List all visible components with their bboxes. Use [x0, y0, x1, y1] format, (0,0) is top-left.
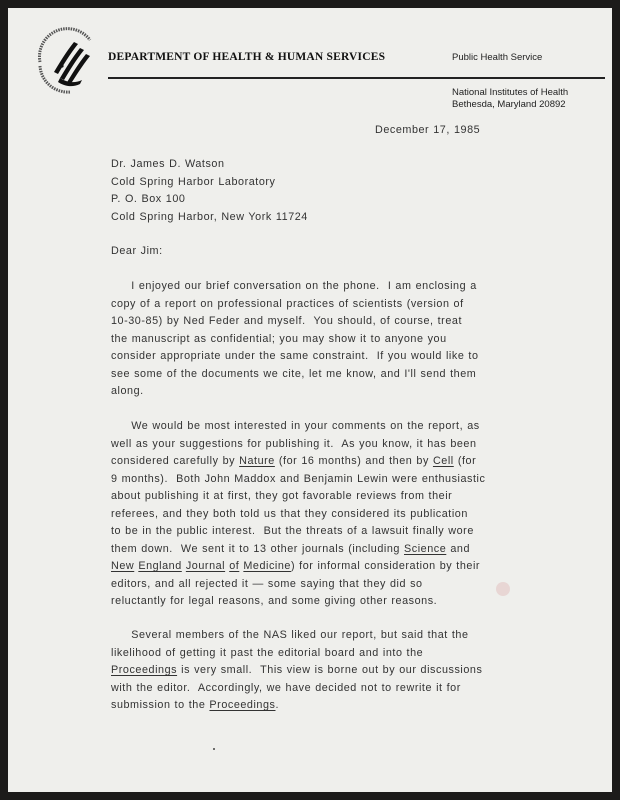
paragraph-3-line [111, 664, 482, 676]
underlined-title: of [229, 560, 240, 572]
underlined-title: New [111, 560, 135, 572]
underlined-title: Proceedings [209, 699, 276, 711]
underlined-title: Cell [432, 455, 454, 467]
recipient-line: P. O. Box 100 [111, 193, 186, 205]
text-segment: to be in the public interest. But the threats of a lawsuit finally wore [111, 525, 474, 537]
text-segment: along. [111, 385, 144, 397]
text-segment: We would be most interested in your comments on the report, as [111, 420, 480, 432]
public-health-service: Public Health Service [452, 52, 543, 63]
paragraph-2-line [111, 420, 480, 432]
text-segment: I enjoyed our brief conversation on the phone. I am enclosing a [111, 280, 477, 292]
paragraph-1-line [111, 333, 447, 345]
underlined-title: Nature [239, 455, 275, 467]
text-segment: 10-30-85) by Ned Feder and myself. You should, of course, treat [111, 315, 462, 327]
text-segment: ) for informal consideration by their [290, 560, 481, 572]
text-segment: (for [453, 455, 477, 467]
underlined-title: Journal [185, 560, 226, 572]
text-segment: referees, and they both told us that they considered its publication [111, 507, 468, 520]
paragraph-1-line [111, 368, 476, 380]
text-segment: see some of the documents we cite, let me know, and I'll send them [111, 367, 477, 380]
paragraph-2-line [111, 438, 477, 450]
paragraph-3-line [111, 682, 461, 694]
letterhead-rule [108, 77, 605, 79]
text-segment: copy of a report on professional practices of scientists (version of [111, 297, 464, 310]
institute-address: Bethesda, Maryland 20892 [452, 99, 566, 110]
paper-stain [496, 582, 510, 596]
paragraph-1-line [111, 298, 464, 310]
paragraph-3-line [111, 629, 469, 641]
paragraph-2-line [111, 455, 476, 467]
paragraph-1-line [111, 385, 144, 397]
paragraph-2-line [111, 525, 474, 537]
recipient-line: Cold Spring Harbor, New York 11724 [111, 210, 308, 223]
underlined-title: England [138, 560, 182, 572]
text-segment: submission to the [111, 699, 210, 711]
text-segment: is very small. This view is borne out by our discussions [177, 664, 483, 676]
department-name: DEPARTMENT OF HEALTH & HUMAN SERVICES [108, 51, 386, 63]
text-segment: with the editor. Accordingly, we have decided not to rewrite it for [111, 681, 461, 694]
text-segment: the manuscript as confidential; you may show it to anyone you [111, 332, 447, 345]
underlined-title: Proceedings [111, 664, 178, 676]
paragraph-2-line [111, 490, 452, 502]
text-segment: 9 months). Both John Maddox and Benjamin Lewin were enthusiastic [111, 472, 486, 485]
letter-date: December 17, 1985 [375, 124, 481, 136]
paragraph-2-line [111, 595, 437, 607]
paragraph-1-line [111, 280, 477, 292]
paragraph-2-line [111, 473, 485, 485]
text-segment: editors, and all rejected it — some saying that they did so [111, 577, 423, 590]
text-segment: reluctantly for legal reasons, and some giving other reasons. [111, 595, 438, 607]
text-segment: consider appropriate under the same constraint. If you would like to [111, 350, 479, 362]
recipient-line: Cold Spring Harbor Laboratory [111, 175, 276, 188]
salutation: Dear Jim: [111, 245, 163, 257]
paragraph-3-line [111, 699, 279, 711]
institute-name: National Institutes of Health [452, 87, 569, 98]
underlined-title: Medicine [243, 560, 291, 572]
paragraph-1-line [111, 315, 462, 327]
text-segment: Several members of the NAS liked our report, but said that the [111, 629, 469, 641]
text-segment: likelihood of getting it past the editorial board and into the [111, 646, 424, 659]
text-segment: (for 16 months) and then by [274, 455, 433, 467]
paragraph-2-line [111, 543, 470, 555]
text-segment: and [446, 542, 470, 555]
text-segment: . [275, 699, 280, 711]
underlined-title: Science [404, 542, 447, 555]
text-segment: them down. We sent it to 13 other journals (including [111, 542, 405, 555]
text-segment: well as your suggestions for publishing it. As you know, it has been [111, 437, 477, 450]
text-segment: about publishing it at first, they got favorable reviews from their [111, 490, 453, 502]
paragraph-2-line [111, 508, 468, 520]
paragraph-2-line [111, 578, 423, 590]
paragraph-1-line [111, 350, 479, 362]
hhs-seal-logo [30, 22, 102, 98]
paragraph-2-line [111, 560, 480, 572]
recipient-line: Dr. James D. Watson [111, 158, 225, 170]
paragraph-3-line [111, 647, 423, 659]
paper-speck [213, 748, 215, 750]
text-segment: considered carefully by [111, 455, 240, 467]
